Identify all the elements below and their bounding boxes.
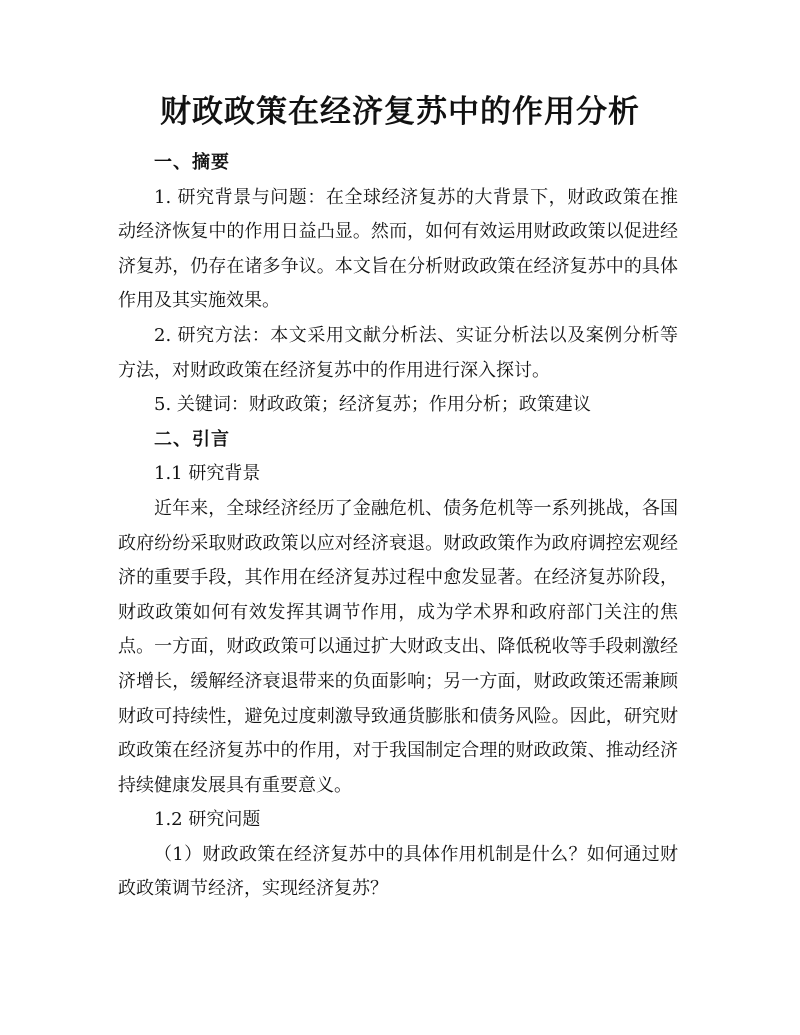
subheading-background: 1.1 研究背景 xyxy=(154,463,261,485)
abstract-item-method: 2. 研究方法：本文采用文献分析法、实证分析法以及案例分析等方法，对财政政策在经济复苏中的作用进行深入探讨。 xyxy=(118,324,678,381)
section-heading-intro: 二、引言 xyxy=(154,428,230,450)
section-heading-abstract: 一、摘要 xyxy=(154,152,230,173)
subheading-questions: 1.2 研究问题 xyxy=(154,809,261,831)
page-title: 财政政策在经济复苏中的作用分析 xyxy=(160,94,640,130)
abstract-item-keywords: 5. 关键词：财政政策；经济复苏；作用分析；政策建议 xyxy=(154,394,591,416)
document-body xyxy=(118,146,678,907)
background-paragraph: 近年来，全球经济经历了金融危机、债务危机等一系列挑战，各国政府纷纷采取财政政策以应对经济衰退。财政政策作为政府调控宏观经济的重要手段，其作用在经济复苏过程中愈发显著。在经济复苏阶段，财政政策如何有效发挥其调节作用，成为学术界和政府部门关注的焦点。一方面，财政政策可以通过扩大财政支出、降低税收等手段刺激经济增长，缓解经济衰退带来的负面影响；另一方面，财政政策还需兼顾财政可持续性，避免过度刺激导致通货膨胀和债务风险。因此，研究财政政策在经济复苏中的作用，对于我国制定合理的财政政策、推动经济持续健康发展具有重要意义。 xyxy=(118,497,678,796)
research-question-1: （1）财政政策在经济复苏中的具体作用机制是什么？如何通过财政政策调节经济，实现经济复苏？ xyxy=(118,843,678,900)
abstract-item-background: 1. 研究背景与问题：在全球经济复苏的大背景下，财政政策在推动经济恢复中的作用日益凸显。然而，如何有效运用财政政策以促进经济复苏，仍存在诸多争议。本文旨在分析财政政策在经济复苏中的具体作用及其实施效果。 xyxy=(118,186,678,312)
